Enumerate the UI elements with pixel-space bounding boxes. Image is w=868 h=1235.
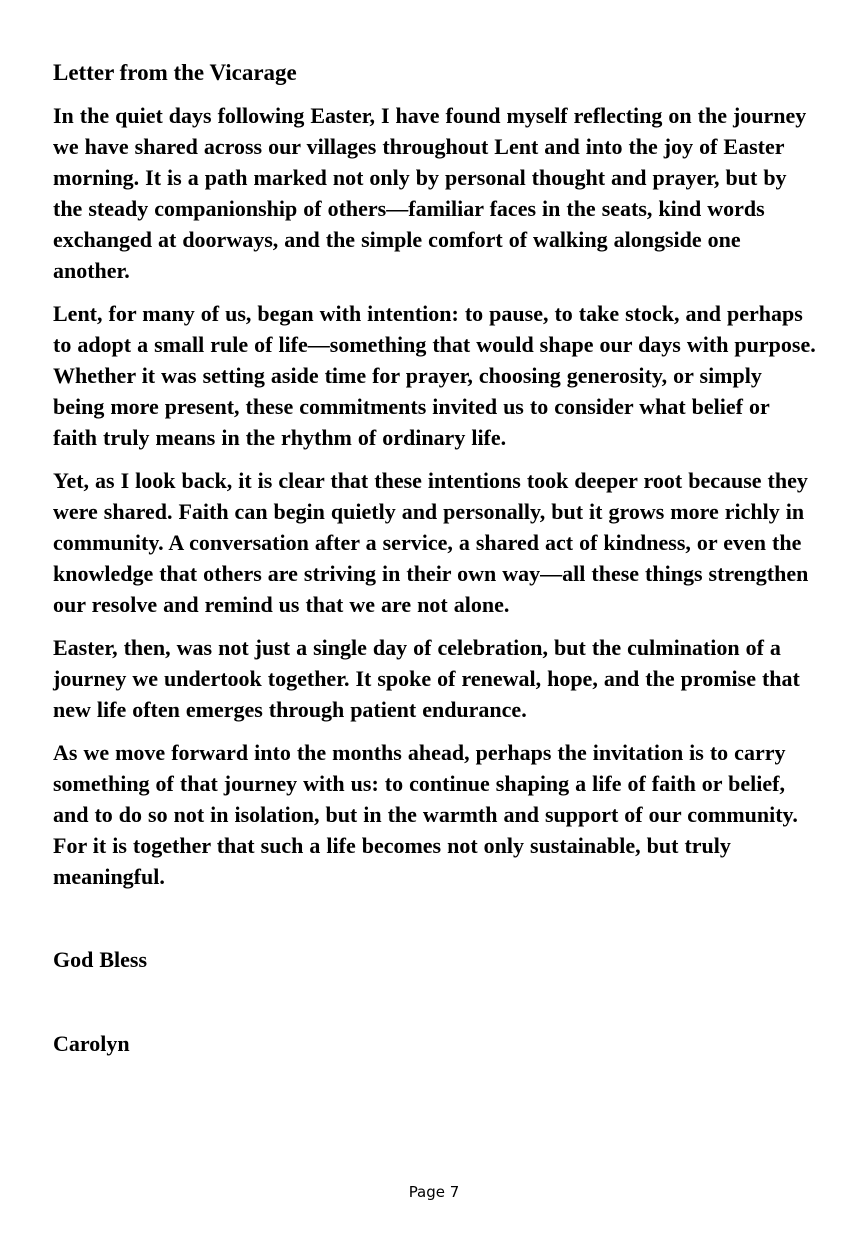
- letter-paragraph: In the quiet days following Easter, I have found myself reflecting on the journey we have shared across our villages throughout Lent and into the joy of Easter morning. It is a path marked not only by personal thought and prayer, but by the steady companionship of others—familiar faces in the seats, kind words exchanged at doorways, and the simple comfort of walking alongside one another.: [53, 103, 807, 283]
- letter-paragraph: Yet, as I look back, it is clear that these intentions took deeper root because they were shared. Faith can begin quietly and personally, but it grows more richly in community. A conversation after a service, a shared act of kindness, or even the knowledge that others are striving in their own way—all these things strengthen our resolve and remind us that we are not alone.: [53, 468, 809, 617]
- signoff-blessing: God Bless: [53, 947, 148, 972]
- letter-paragraph: As we move forward into the months ahead, perhaps the invitation is to carry something of that journey with us: to continue shaping a life of faith or belief, and to do so not in isolation, but in the warmth and support of our community. For it is together that such a life becomes not only sustainable, but truly meaningful.: [53, 740, 798, 889]
- page-number: Page 7: [408, 1183, 460, 1201]
- letter-paragraph: Lent, for many of us, began with intention: to pause, to take stock, and perhaps to adopt a small rule of life—something that would shape our days with purpose. Whether it was setting aside time for prayer, choosing generosity, or simply being more present, these commitments invited us to consider what belief or faith truly means in the rhythm of ordinary life.: [53, 301, 816, 450]
- letter-title: Letter from the Vicarage: [53, 60, 297, 85]
- signoff-name: Carolyn: [53, 1031, 130, 1056]
- letter-paragraph: Easter, then, was not just a single day of celebration, but the culmination of a journey we undertook together. It spoke of renewal, hope, and the promise that new life often emerges through patient endurance.: [53, 635, 800, 722]
- letter-body: [53, 57, 819, 1071]
- page-footer: [0, 1183, 868, 1201]
